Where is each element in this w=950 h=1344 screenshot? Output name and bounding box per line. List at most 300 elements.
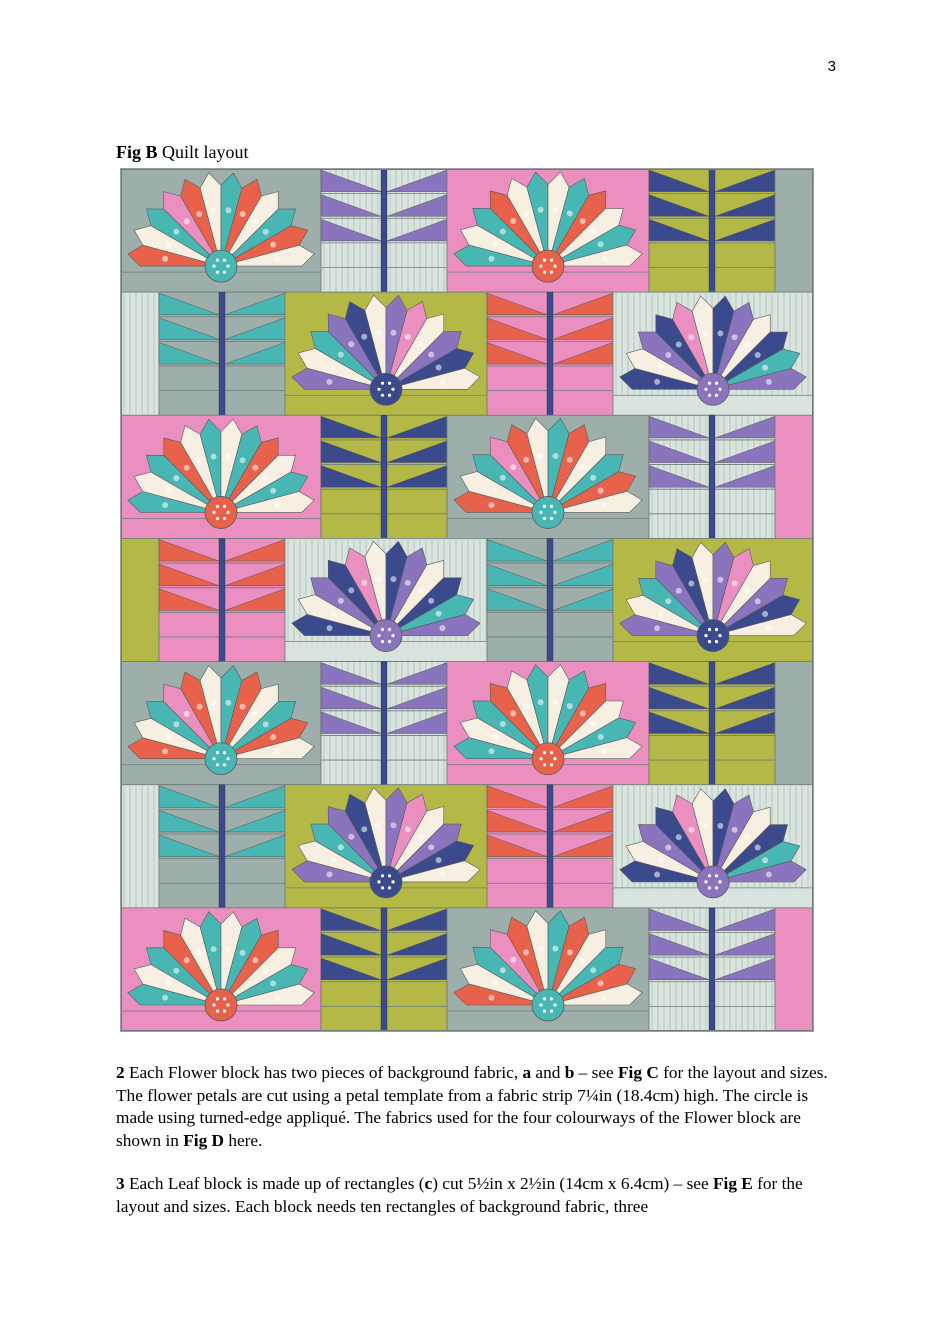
petal-print-dot — [166, 242, 172, 248]
petal-print-dot — [338, 352, 344, 358]
petal-print-dot — [376, 576, 382, 582]
petal-print-dot — [676, 588, 682, 594]
petal-print-dot — [166, 980, 172, 986]
center-print-dot — [388, 874, 391, 877]
petal-print-dot — [184, 957, 190, 963]
petal-print-dot — [211, 207, 217, 213]
center-print-dot — [381, 886, 384, 889]
petal-print-dot — [703, 577, 709, 583]
petal-print-dot — [196, 211, 202, 217]
petal-print-dot — [500, 229, 506, 235]
petal-print-dot — [567, 949, 573, 955]
petal-print-dot — [184, 465, 190, 471]
petal-print-dot — [162, 256, 168, 262]
petal-print-dot — [225, 946, 231, 952]
center-print-dot — [708, 628, 711, 631]
figure-caption-text: Quilt layout — [162, 142, 249, 162]
center-print-dot — [212, 265, 215, 268]
petal-print-dot — [665, 598, 671, 604]
petal-print-dot — [538, 699, 544, 705]
petal-print-dot — [489, 995, 495, 1001]
paragraph-3-segment: for the layout and sizes. Each block needs ten rectangles of background fabric, three — [116, 1174, 803, 1216]
petal-print-dot — [523, 211, 529, 217]
petal-print-dot — [376, 330, 382, 336]
petal-print-dot — [173, 968, 179, 974]
petal-print-dot — [552, 453, 558, 459]
petal-print-dot — [173, 229, 179, 235]
center-print-dot — [553, 511, 556, 514]
petal-print-dot — [523, 949, 529, 955]
petal-print-dot — [166, 734, 172, 740]
center-print-dot — [553, 1003, 556, 1006]
center-print-dot — [216, 271, 219, 274]
petal-print-dot — [717, 330, 723, 336]
petal-print-dot — [766, 625, 772, 631]
petal-print-dot — [327, 379, 333, 385]
center-print-dot — [377, 634, 380, 637]
figure-label: Fig B — [116, 142, 158, 162]
petal-print-dot — [489, 748, 495, 754]
petal-print-dot — [762, 857, 768, 863]
petal-print-dot — [510, 464, 516, 470]
center-print-dot — [553, 757, 556, 760]
center-print-dot — [388, 640, 391, 643]
paragraph-2-segment: here. — [224, 1130, 263, 1150]
petal-print-dot — [361, 580, 367, 586]
paragraph-2-segment: a — [522, 1063, 532, 1082]
center-print-dot — [223, 505, 226, 508]
figure-caption — [116, 142, 249, 163]
edge-strip — [121, 785, 159, 908]
petal-print-dot — [580, 711, 586, 717]
petal-print-dot — [732, 334, 738, 340]
center-print-dot — [543, 505, 546, 508]
petal-print-dot — [252, 711, 258, 717]
leaf-stem — [547, 785, 553, 908]
petal-print-dot — [703, 330, 709, 336]
petal-print-dot — [580, 957, 586, 963]
center-print-dot — [216, 763, 219, 766]
petal-print-dot — [440, 625, 446, 631]
petal-print-dot — [567, 457, 573, 463]
petal-print-dot — [602, 995, 608, 1001]
petal-print-dot — [500, 475, 506, 481]
petal-print-dot — [762, 365, 768, 371]
petal-print-dot — [376, 822, 382, 828]
petal-print-dot — [361, 826, 367, 832]
flower-center-circle — [205, 496, 237, 528]
center-print-dot — [223, 997, 226, 1000]
petal-print-dot — [492, 488, 498, 494]
petal-print-dot — [330, 857, 336, 863]
leaf-stem — [219, 538, 225, 661]
center-print-dot — [550, 505, 553, 508]
petal-print-dot — [418, 341, 424, 347]
petal-print-dot — [523, 703, 529, 709]
leaf-stem — [709, 169, 715, 292]
center-print-dot — [708, 394, 711, 397]
petal-print-dot — [717, 823, 723, 829]
petal-print-dot — [580, 464, 586, 470]
petal-print-dot — [766, 872, 772, 878]
petal-print-dot — [538, 453, 544, 459]
center-print-dot — [715, 628, 718, 631]
petal-print-dot — [492, 734, 498, 740]
edge-strip — [775, 662, 813, 785]
petal-print-dot — [538, 946, 544, 952]
petal-print-dot — [658, 365, 664, 371]
petal-print-dot — [538, 207, 544, 213]
petal-print-dot — [173, 721, 179, 727]
petal-print-dot — [436, 611, 442, 617]
center-print-dot — [381, 628, 384, 631]
petal-print-dot — [184, 218, 190, 224]
petal-print-dot — [166, 488, 172, 494]
petal-print-dot — [580, 218, 586, 224]
petal-print-dot — [263, 229, 269, 235]
center-print-dot — [718, 880, 721, 883]
petal-print-dot — [755, 352, 761, 358]
petal-print-dot — [405, 826, 411, 832]
petal-print-dot — [665, 845, 671, 851]
center-print-dot — [223, 1010, 226, 1013]
petal-print-dot — [552, 207, 558, 213]
petal-print-dot — [755, 598, 761, 604]
petal-print-dot — [252, 218, 258, 224]
center-print-dot — [381, 640, 384, 643]
petal-print-dot — [598, 488, 604, 494]
petal-print-dot — [173, 475, 179, 481]
edge-strip — [121, 538, 159, 661]
petal-print-dot — [688, 334, 694, 340]
petal-print-dot — [732, 581, 738, 587]
petal-print-dot — [240, 950, 246, 956]
petal-print-dot — [523, 457, 529, 463]
center-print-dot — [226, 265, 229, 268]
petal-print-dot — [348, 834, 354, 840]
petal-print-dot — [405, 334, 411, 340]
paragraph-2-segment: Fig C — [618, 1063, 659, 1082]
flower-center-circle — [205, 989, 237, 1021]
center-print-dot — [543, 997, 546, 1000]
leaf-stem — [547, 292, 553, 415]
center-print-dot — [223, 763, 226, 766]
petal-print-dot — [211, 946, 217, 952]
petal-print-dot — [390, 576, 396, 582]
center-print-dot — [381, 382, 384, 385]
center-print-dot — [704, 880, 707, 883]
petal-print-dot — [703, 823, 709, 829]
center-print-dot — [550, 751, 553, 754]
petal-print-dot — [240, 704, 246, 710]
petal-print-dot — [658, 611, 664, 617]
flower-center-circle — [532, 250, 564, 282]
center-print-dot — [212, 511, 215, 514]
petal-print-dot — [270, 242, 276, 248]
petal-print-dot — [492, 980, 498, 986]
petal-print-dot — [440, 871, 446, 877]
petal-print-dot — [327, 871, 333, 877]
petal-print-dot — [598, 734, 604, 740]
paragraph-2-segment: 2 — [116, 1063, 125, 1082]
center-print-dot — [388, 382, 391, 385]
center-print-dot — [216, 259, 219, 262]
petal-print-dot — [361, 334, 367, 340]
flower-center-circle — [370, 620, 402, 652]
paragraph-3-segment: Each Leaf block is made up of rectangles ( — [124, 1174, 425, 1193]
petal-print-dot — [263, 968, 269, 974]
petal-print-dot — [654, 625, 660, 631]
center-print-dot — [212, 757, 215, 760]
petal-print-dot — [510, 218, 516, 224]
petal-print-dot — [270, 980, 276, 986]
center-print-dot — [708, 382, 711, 385]
paragraph-2-segment: b — [564, 1063, 575, 1082]
petal-print-dot — [552, 699, 558, 705]
center-print-dot — [715, 394, 718, 397]
center-print-dot — [539, 1003, 542, 1006]
petal-print-dot — [330, 611, 336, 617]
petal-print-dot — [590, 475, 596, 481]
center-print-dot — [388, 394, 391, 397]
petal-print-dot — [405, 580, 411, 586]
petal-print-dot — [676, 834, 682, 840]
petal-print-dot — [390, 822, 396, 828]
petal-print-dot — [500, 967, 506, 973]
edge-strip — [775, 169, 813, 292]
paragraph-2-segment: – see — [574, 1063, 618, 1082]
center-print-dot — [715, 886, 718, 889]
petal-print-dot — [500, 721, 506, 727]
paragraph-2-segment: Fig D — [183, 1130, 225, 1150]
center-print-dot — [708, 640, 711, 643]
center-print-dot — [543, 1010, 546, 1013]
paragraph-2-segment: for the layout and sizes. The flower petals are cut using a petal template from a fabric strip 7¼in (18.4cm) high. The circle is made using turned-edge appliqué. The fabrics used for the four colourways of the Flower block are shown in — [116, 1063, 828, 1150]
center-print-dot — [226, 511, 229, 514]
center-print-dot — [550, 259, 553, 262]
petal-print-dot — [755, 845, 761, 851]
petal-print-dot — [274, 748, 280, 754]
petal-print-dot — [762, 611, 768, 617]
petal-print-dot — [658, 857, 664, 863]
petal-print-dot — [225, 700, 231, 706]
petal-print-dot — [240, 211, 246, 217]
center-print-dot — [550, 763, 553, 766]
center-print-dot — [388, 628, 391, 631]
center-print-dot — [391, 388, 394, 391]
flower-center-circle — [205, 743, 237, 775]
center-print-dot — [718, 634, 721, 637]
petal-print-dot — [732, 827, 738, 833]
leaf-stem — [381, 662, 387, 785]
petal-print-dot — [211, 454, 217, 460]
petal-print-dot — [428, 598, 434, 604]
petal-print-dot — [665, 352, 671, 358]
petal-print-dot — [225, 454, 231, 460]
center-print-dot — [216, 997, 219, 1000]
petal-print-dot — [270, 488, 276, 494]
petal-print-dot — [654, 379, 660, 385]
center-print-dot — [543, 751, 546, 754]
leaf-stem — [381, 169, 387, 292]
petal-print-dot — [492, 241, 498, 247]
flower-center-circle — [697, 866, 729, 898]
flower-center-circle — [697, 373, 729, 405]
petal-print-dot — [744, 834, 750, 840]
edge-strip — [775, 908, 813, 1031]
petal-print-dot — [338, 844, 344, 850]
paragraph-3 — [116, 1173, 840, 1218]
center-print-dot — [715, 382, 718, 385]
petal-print-dot — [602, 748, 608, 754]
center-print-dot — [543, 517, 546, 520]
petal-print-dot — [489, 256, 495, 262]
petal-print-dot — [602, 256, 608, 262]
flower-center-circle — [370, 373, 402, 405]
petal-print-dot — [196, 704, 202, 710]
leaf-stem — [709, 908, 715, 1031]
petal-print-dot — [598, 980, 604, 986]
petal-print-dot — [567, 211, 573, 217]
petal-print-dot — [348, 587, 354, 593]
leaf-stem — [381, 908, 387, 1031]
center-print-dot — [539, 511, 542, 514]
flower-center-circle — [370, 866, 402, 898]
paragraph-2-segment: Each Flower block has two pieces of background fabric, — [124, 1063, 523, 1082]
flower-center-circle — [532, 989, 564, 1021]
paragraph-2-segment: and — [531, 1063, 565, 1082]
quilt-layout-illustration — [120, 168, 814, 1032]
center-print-dot — [708, 886, 711, 889]
petal-print-dot — [428, 352, 434, 358]
paragraph-3-segment: Fig E — [712, 1174, 753, 1193]
center-print-dot — [223, 259, 226, 262]
leaf-stem — [381, 415, 387, 538]
center-print-dot — [715, 640, 718, 643]
petal-print-dot — [274, 256, 280, 262]
center-print-dot — [715, 874, 718, 877]
center-print-dot — [550, 997, 553, 1000]
center-print-dot — [391, 634, 394, 637]
flower-center-circle — [532, 496, 564, 528]
petal-print-dot — [688, 581, 694, 587]
center-print-dot — [550, 271, 553, 274]
center-print-dot — [223, 517, 226, 520]
center-print-dot — [550, 517, 553, 520]
petal-print-dot — [348, 341, 354, 347]
petal-print-dot — [489, 502, 495, 508]
petal-print-dot — [598, 241, 604, 247]
center-print-dot — [543, 259, 546, 262]
center-print-dot — [708, 874, 711, 877]
petal-print-dot — [428, 844, 434, 850]
petal-print-dot — [654, 872, 660, 878]
leaf-stem — [709, 662, 715, 785]
edge-strip — [121, 292, 159, 415]
paragraph-3-segment: c — [424, 1174, 433, 1193]
petal-print-dot — [510, 711, 516, 717]
center-print-dot — [377, 880, 380, 883]
petal-print-dot — [327, 625, 333, 631]
petal-print-dot — [330, 365, 336, 371]
petal-print-dot — [590, 967, 596, 973]
petal-print-dot — [196, 950, 202, 956]
center-print-dot — [223, 271, 226, 274]
center-print-dot — [391, 880, 394, 883]
center-print-dot — [381, 394, 384, 397]
center-print-dot — [388, 886, 391, 889]
petal-print-dot — [676, 342, 682, 348]
center-print-dot — [539, 265, 542, 268]
petal-print-dot — [590, 721, 596, 727]
petal-print-dot — [270, 734, 276, 740]
leaf-stem — [219, 292, 225, 415]
center-print-dot — [377, 388, 380, 391]
petal-print-dot — [225, 207, 231, 213]
center-print-dot — [223, 751, 226, 754]
paragraph-2 — [116, 1062, 840, 1152]
center-print-dot — [226, 1003, 229, 1006]
petal-print-dot — [436, 365, 442, 371]
petal-print-dot — [162, 995, 168, 1001]
leaf-stem — [709, 415, 715, 538]
center-print-dot — [216, 751, 219, 754]
petal-print-dot — [602, 502, 608, 508]
petal-print-dot — [766, 379, 772, 385]
petal-print-dot — [436, 857, 442, 863]
edge-strip — [775, 415, 813, 538]
petal-print-dot — [688, 827, 694, 833]
paragraph-3-segment: 3 — [116, 1174, 125, 1193]
petal-print-dot — [196, 457, 202, 463]
petal-print-dot — [418, 587, 424, 593]
center-print-dot — [216, 1010, 219, 1013]
petal-print-dot — [162, 748, 168, 754]
flower-center-circle — [205, 250, 237, 282]
petal-print-dot — [552, 946, 558, 952]
flower-center-circle — [697, 620, 729, 652]
center-print-dot — [212, 1003, 215, 1006]
petal-print-dot — [338, 598, 344, 604]
center-print-dot — [704, 388, 707, 391]
petal-print-dot — [263, 721, 269, 727]
petal-print-dot — [240, 457, 246, 463]
page-number: 3 — [827, 58, 836, 75]
leaf-stem — [219, 785, 225, 908]
petal-print-dot — [744, 342, 750, 348]
petal-print-dot — [263, 475, 269, 481]
petal-print-dot — [274, 995, 280, 1001]
petal-print-dot — [744, 588, 750, 594]
petal-print-dot — [252, 465, 258, 471]
petal-print-dot — [252, 957, 258, 963]
center-print-dot — [381, 874, 384, 877]
center-print-dot — [543, 763, 546, 766]
center-print-dot — [550, 1010, 553, 1013]
center-print-dot — [704, 634, 707, 637]
center-print-dot — [543, 271, 546, 274]
petal-print-dot — [590, 229, 596, 235]
petal-print-dot — [211, 700, 217, 706]
petal-print-dot — [567, 703, 573, 709]
center-print-dot — [718, 388, 721, 391]
petal-print-dot — [418, 834, 424, 840]
leaf-stem — [547, 538, 553, 661]
petal-print-dot — [717, 577, 723, 583]
petal-print-dot — [390, 330, 396, 336]
center-print-dot — [216, 505, 219, 508]
quilt-svg — [121, 169, 813, 1031]
